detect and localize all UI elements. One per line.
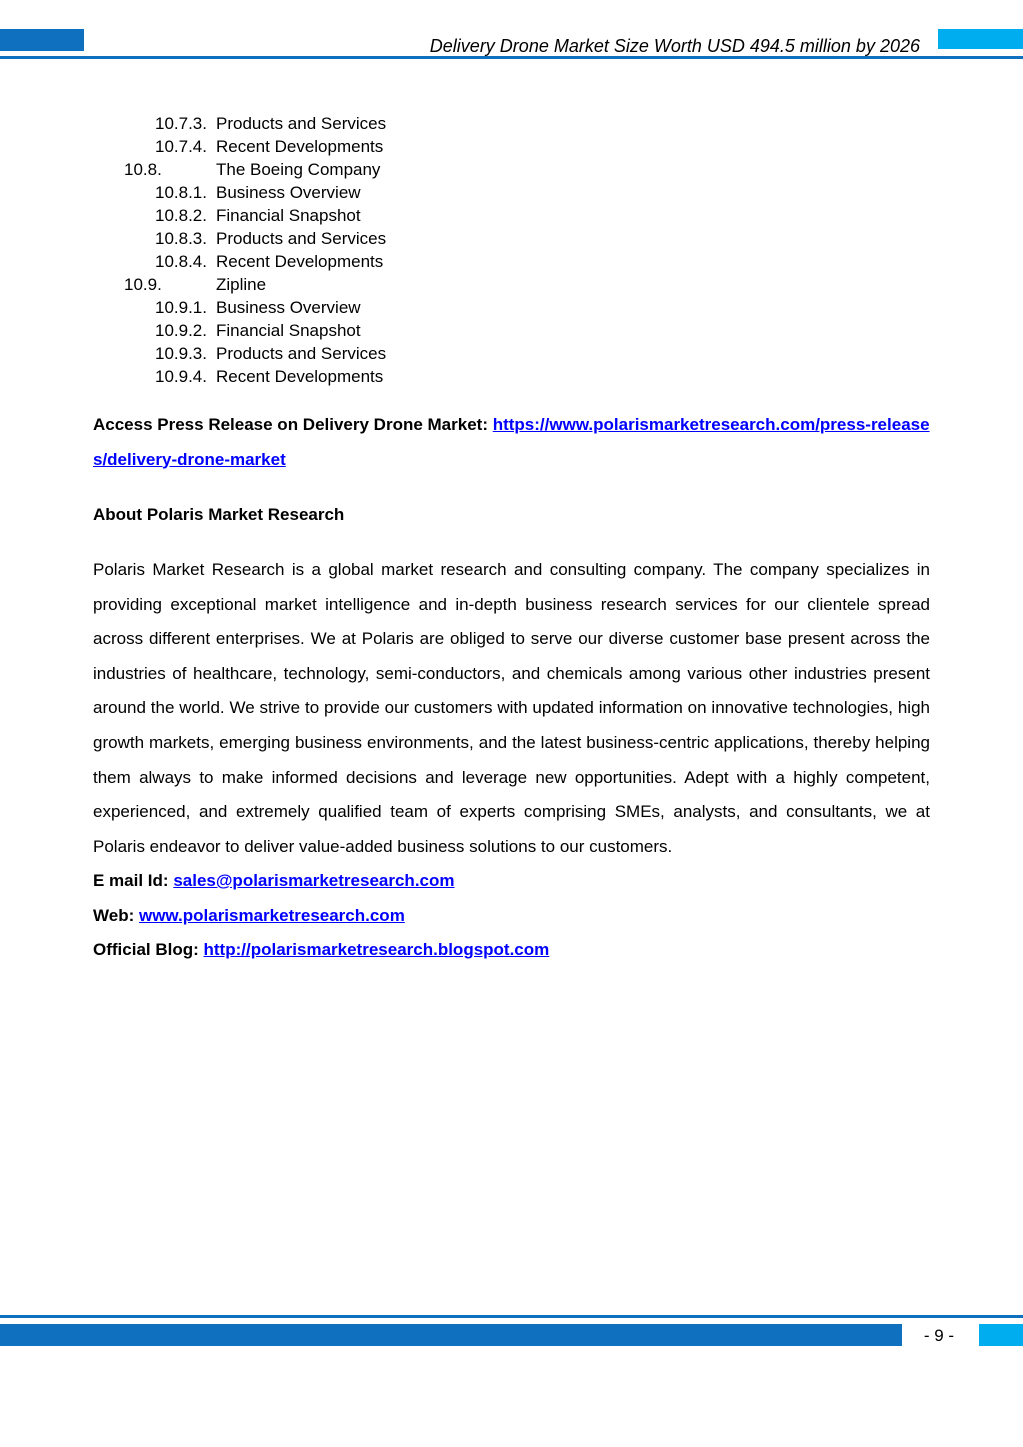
- blog-link[interactable]: http://polarismarketresearch.blogspot.com: [203, 940, 550, 960]
- page-number: - 9 -: [923, 1326, 955, 1345]
- toc-item-number: 10.8.4.: [155, 252, 207, 271]
- toc-item-label: Recent Developments: [216, 367, 384, 386]
- toc-item-number: 10.8.2.: [155, 206, 207, 225]
- toc-item-number: 10.9.4.: [155, 367, 207, 386]
- toc-item-number: 10.8.1.: [155, 183, 207, 202]
- toc-item-number: 10.9.2.: [155, 321, 207, 340]
- toc-item-label: Business Overview: [216, 183, 361, 202]
- toc-item-label: Recent Developments: [216, 137, 384, 156]
- web-line: [93, 899, 930, 934]
- blog-label: Official Blog:: [93, 940, 199, 960]
- toc-item-label: Products and Services: [216, 229, 387, 248]
- email-link[interactable]: sales@polarismarketresearch.com: [173, 871, 455, 890]
- toc-item-label: Business Overview: [216, 298, 361, 317]
- toc-item-label: Zipline: [216, 275, 267, 294]
- toc-item-label: Products and Services: [216, 114, 387, 133]
- header-title: Delivery Drone Market Size Worth USD 494.5 million by 2026: [429, 36, 920, 56]
- toc-item-label: Financial Snapshot: [216, 321, 361, 340]
- toc-item-label: Products and Services: [216, 344, 387, 363]
- toc-item-label: Recent Developments: [216, 252, 384, 271]
- toc-item-number: 10.9.3.: [155, 344, 207, 363]
- toc-item-number: 10.9.1.: [155, 298, 207, 317]
- toc-item-number: 10.7.4.: [155, 137, 207, 156]
- toc-item-label: Financial Snapshot: [216, 206, 361, 225]
- header-rule: [0, 56, 1023, 59]
- about-paragraph: Polaris Market Research is a global market research and consulting company. The company specializes in providing exceptional market intelligence and in-depth business research services for our clientele spread across different enterprises. We at Polaris are obliged to serve our diverse customer base present across the industries of healthcare, technology, semi-conductors, and chemicals among various other industries present around the world. We strive to provide our customers with updated information on innovative technologies, high growth markets, emerging business environments, and the latest business-centric applications, thereby helping them always to make informed decisions and leverage new opportunities. Adept with a highly competent, experienced, and extremely qualified team of experts comprising SMEs, analysts, and consultants, we at Polaris endeavor to deliver value-added business solutions to our customers.: [93, 560, 930, 856]
- footer-rule: [0, 1315, 1023, 1318]
- press-release-link[interactable]: https://www.polarismarketresearch.com/press-releases/delivery-drone-market: [93, 415, 930, 469]
- toc-item-number: 10.7.3.: [155, 114, 207, 133]
- footer-accent-right: [979, 1324, 1023, 1346]
- header-accent-left: [0, 29, 84, 51]
- email-line: [93, 864, 930, 899]
- toc-item-number: 10.8.: [124, 160, 162, 179]
- toc-item-label: The Boeing Company: [216, 160, 381, 179]
- blog-line: [93, 933, 930, 968]
- about-heading: About Polaris Market Research: [93, 505, 345, 524]
- email-label: E mail Id:: [93, 871, 169, 890]
- toc-item-number: 10.8.3.: [155, 229, 207, 248]
- web-label: Web:: [93, 905, 135, 925]
- header-accent-right: [938, 29, 1023, 49]
- toc-item-number: 10.9.: [124, 275, 162, 294]
- press-release-label: Access Press Release on Delivery Drone Market:: [93, 415, 488, 434]
- contact-block: [93, 864, 930, 968]
- web-link[interactable]: www.polarismarketresearch.com: [138, 905, 405, 925]
- footer-bar: [0, 1324, 902, 1346]
- press-release-line: [93, 408, 930, 477]
